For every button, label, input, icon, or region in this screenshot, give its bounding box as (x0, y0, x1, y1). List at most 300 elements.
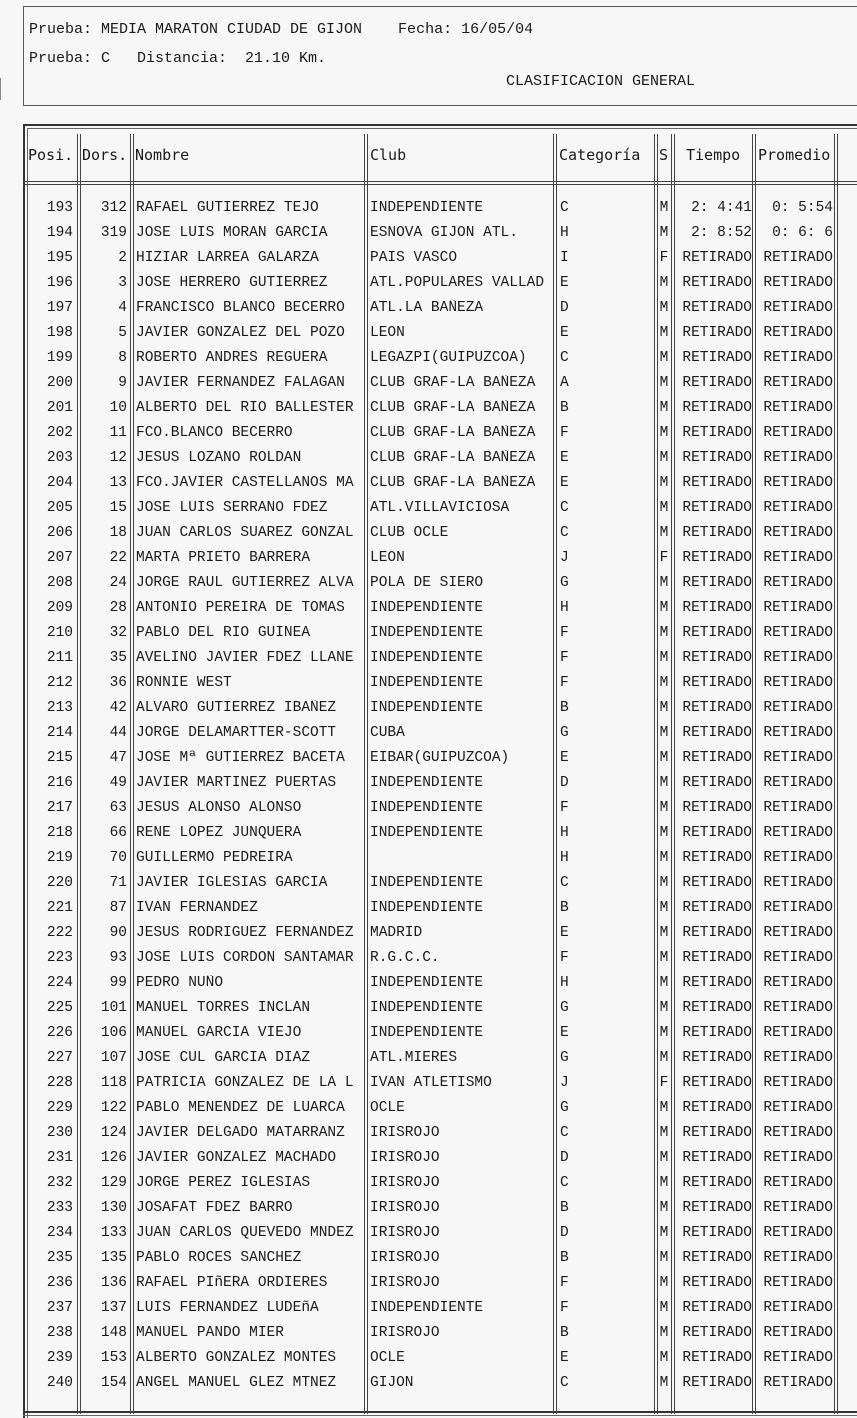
name-cell: ALBERTO GONZALEZ MONTES (136, 1350, 337, 1366)
club-cell: CLUB OCLE (370, 525, 449, 541)
sex-cell: M (659, 350, 669, 366)
time-cell: RETIRADO (682, 550, 752, 566)
table-row (23, 746, 857, 771)
bib-cell: 22 (109, 550, 127, 566)
name-cell: IVAN FERNANDEZ (136, 900, 258, 916)
club-cell: IRISROJO (370, 1200, 440, 1216)
time-cell: RETIRADO (682, 1050, 752, 1066)
category-cell: E (560, 1350, 569, 1366)
table-row (23, 496, 857, 521)
table-row (23, 1146, 857, 1171)
position-cell: 217 (46, 800, 73, 816)
time-cell: RETIRADO (682, 650, 752, 666)
average-cell: RETIRADO (763, 825, 833, 841)
sex-cell: M (659, 625, 669, 641)
table-row (23, 1096, 857, 1121)
average-cell: RETIRADO (763, 325, 833, 341)
sex-cell: M (659, 1100, 669, 1116)
sex-cell: M (659, 425, 669, 441)
name-cell: JUAN CARLOS QUEVEDO MNDEZ (136, 1225, 354, 1241)
name-cell: JOSE LUIS MORAN GARCIA (136, 225, 328, 241)
position-cell: 207 (46, 550, 73, 566)
table-row (23, 471, 857, 496)
average-cell: RETIRADO (763, 675, 833, 691)
club-cell: MADRID (370, 925, 423, 941)
club-cell: INDEPENDIENTE (370, 900, 484, 916)
time-cell: RETIRADO (682, 275, 752, 291)
average-cell: RETIRADO (763, 625, 833, 641)
category-cell: B (560, 1250, 569, 1266)
club-cell: INDEPENDIENTE (370, 200, 484, 216)
category-cell: E (560, 1025, 569, 1041)
col-header-nombre: Nombre (135, 146, 190, 164)
table-row (23, 871, 857, 896)
position-cell: 202 (46, 425, 73, 441)
average-cell: RETIRADO (763, 1225, 833, 1241)
name-cell: JUAN CARLOS SUAREZ GONZAL (136, 525, 354, 541)
category-cell: F (560, 950, 569, 966)
club-cell: PAIS VASCO (370, 250, 458, 266)
sex-cell: M (659, 975, 669, 991)
category-cell: B (560, 400, 569, 416)
position-cell: 198 (46, 325, 73, 341)
name-cell: MANUEL TORRES INCLAN (136, 1000, 311, 1016)
position-cell: 212 (46, 675, 73, 691)
time-cell: RETIRADO (682, 1200, 752, 1216)
time-cell: RETIRADO (682, 900, 752, 916)
position-cell: 229 (46, 1100, 73, 1116)
table-row (23, 1271, 857, 1296)
club-cell: IRISROJO (370, 1150, 440, 1166)
category-cell: F (560, 425, 569, 441)
category-cell: E (560, 475, 569, 491)
sex-cell: M (659, 925, 669, 941)
bib-cell: 99 (109, 975, 127, 991)
category-cell: H (560, 975, 569, 991)
category-cell: C (560, 1175, 569, 1191)
time-cell: RETIRADO (682, 1325, 752, 1341)
bib-cell: 93 (109, 950, 127, 966)
name-cell: ALBERTO DEL RIO BALLESTER (136, 400, 354, 416)
time-cell: RETIRADO (682, 825, 752, 841)
category-cell: D (560, 300, 569, 316)
average-cell: RETIRADO (763, 1050, 833, 1066)
average-cell: RETIRADO (763, 400, 833, 416)
position-cell: 201 (46, 400, 73, 416)
bib-cell: 42 (109, 700, 127, 716)
category-cell: G (560, 1000, 569, 1016)
bib-cell: 135 (100, 1250, 127, 1266)
position-cell: 232 (46, 1175, 73, 1191)
table-row (23, 221, 857, 246)
average-cell: RETIRADO (763, 1000, 833, 1016)
position-cell: 234 (46, 1225, 73, 1241)
name-cell: JORGE RAUL GUTIERREZ ALVA (136, 575, 354, 591)
position-cell: 205 (46, 500, 73, 516)
sex-cell: M (659, 1325, 669, 1341)
time-cell: RETIRADO (682, 300, 752, 316)
sex-cell: M (659, 900, 669, 916)
category-cell: D (560, 1150, 569, 1166)
sex-cell: M (659, 325, 669, 341)
average-cell: RETIRADO (763, 800, 833, 816)
position-cell: 222 (46, 925, 73, 941)
time-cell: RETIRADO (682, 675, 752, 691)
sex-cell: M (659, 525, 669, 541)
category-cell: F (560, 1300, 569, 1316)
time-cell: RETIRADO (682, 425, 752, 441)
time-cell: RETIRADO (682, 525, 752, 541)
average-cell: RETIRADO (763, 375, 833, 391)
category-cell: C (560, 1375, 569, 1391)
table-row (23, 1121, 857, 1146)
name-cell: JAVIER GONZALEZ MACHADO (136, 1150, 337, 1166)
sex-cell: M (659, 1025, 669, 1041)
average-cell: RETIRADO (763, 475, 833, 491)
table-row (23, 346, 857, 371)
bib-cell: 124 (100, 1125, 127, 1141)
sex-cell: M (659, 1050, 669, 1066)
bib-cell: 11 (109, 425, 127, 441)
col-header-pos: Posi. (28, 146, 74, 164)
time-cell: RETIRADO (682, 750, 752, 766)
category-cell: C (560, 525, 569, 541)
sex-cell: M (659, 650, 669, 666)
average-cell: 0: 5:54 (772, 200, 833, 216)
time-cell: RETIRADO (682, 1125, 752, 1141)
table-row (23, 596, 857, 621)
position-cell: 209 (46, 600, 73, 616)
name-cell: JESUS ALONSO ALONSO (136, 800, 302, 816)
table-row (23, 571, 857, 596)
position-cell: 219 (46, 850, 73, 866)
sex-cell: M (659, 750, 669, 766)
sex-cell: M (659, 600, 669, 616)
time-cell: RETIRADO (682, 1100, 752, 1116)
name-cell: JOSE LUIS CORDON SANTAMAR (136, 950, 354, 966)
sex-cell: M (659, 1000, 669, 1016)
sex-cell: M (659, 1300, 669, 1316)
name-cell: JAVIER IGLESIAS GARCIA (136, 875, 328, 891)
average-cell: RETIRADO (763, 925, 833, 941)
club-cell: INDEPENDIENTE (370, 1300, 484, 1316)
time-cell: RETIRADO (682, 575, 752, 591)
club-cell: IRISROJO (370, 1125, 440, 1141)
club-cell: CUBA (370, 725, 405, 741)
club-cell: CLUB GRAF-LA BAÑEZA (370, 400, 536, 416)
average-cell: RETIRADO (763, 875, 833, 891)
position-cell: 194 (46, 225, 73, 241)
club-cell: INDEPENDIENTE (370, 600, 484, 616)
position-cell: 223 (46, 950, 73, 966)
table-row (23, 296, 857, 321)
table-row (23, 921, 857, 946)
name-cell: FCO.BLANCO BECERRO (136, 425, 293, 441)
table-row (23, 1021, 857, 1046)
time-cell: RETIRADO (682, 1350, 752, 1366)
bib-cell: 4 (118, 300, 127, 316)
average-cell: RETIRADO (763, 975, 833, 991)
race-header (23, 6, 857, 106)
average-cell: RETIRADO (763, 250, 833, 266)
table-row (23, 1246, 857, 1271)
average-cell: RETIRADO (763, 300, 833, 316)
table-row (23, 1321, 857, 1346)
category-cell: B (560, 1325, 569, 1341)
average-cell: RETIRADO (763, 550, 833, 566)
club-cell: INDEPENDIENTE (370, 675, 484, 691)
category-cell: D (560, 775, 569, 791)
bib-cell: 47 (109, 750, 127, 766)
table-row (23, 446, 857, 471)
average-cell: RETIRADO (763, 350, 833, 366)
time-cell: RETIRADO (682, 1025, 752, 1041)
table-row (23, 646, 857, 671)
position-cell: 213 (46, 700, 73, 716)
category-cell: G (560, 1050, 569, 1066)
sex-cell: F (659, 250, 669, 266)
average-cell: RETIRADO (763, 600, 833, 616)
name-cell: JOSAFAT FDEZ BARRO (136, 1200, 293, 1216)
name-cell: ROBERTO ANDRES REGUERA (136, 350, 328, 366)
time-cell: RETIRADO (682, 325, 752, 341)
position-cell: 206 (46, 525, 73, 541)
category-cell: E (560, 325, 569, 341)
sex-cell: M (659, 1275, 669, 1291)
table-row (23, 971, 857, 996)
average-cell: RETIRADO (763, 1275, 833, 1291)
time-cell: RETIRADO (682, 700, 752, 716)
position-cell: 226 (46, 1025, 73, 1041)
name-cell: JAVIER GONZALEZ DEL POZO (136, 325, 345, 341)
sex-cell: M (659, 1225, 669, 1241)
average-cell: RETIRADO (763, 1075, 833, 1091)
table-row (23, 771, 857, 796)
table-row (23, 796, 857, 821)
name-cell: JAVIER FERNANDEZ FALAGAN (136, 375, 345, 391)
average-cell: RETIRADO (763, 725, 833, 741)
club-cell: LEON (370, 550, 405, 566)
position-cell: 235 (46, 1250, 73, 1266)
club-cell: CLUB GRAF-LA BAÑEZA (370, 475, 536, 491)
sex-cell: M (659, 850, 669, 866)
category-cell: C (560, 875, 569, 891)
average-cell: RETIRADO (763, 900, 833, 916)
category-cell: H (560, 600, 569, 616)
position-cell: 193 (46, 200, 73, 216)
time-cell: RETIRADO (682, 400, 752, 416)
club-cell: ATL.LA BAÑEZA (370, 300, 484, 316)
time-cell: RETIRADO (682, 975, 752, 991)
category-cell: E (560, 450, 569, 466)
average-cell: RETIRADO (763, 700, 833, 716)
table-row (23, 1171, 857, 1196)
time-cell: RETIRADO (682, 1150, 752, 1166)
name-cell: JESUS RODRIGUEZ FERNANDEZ (136, 925, 354, 941)
category-cell: G (560, 575, 569, 591)
category-cell: F (560, 650, 569, 666)
club-cell: CLUB GRAF-LA BAÑEZA (370, 450, 536, 466)
average-cell: RETIRADO (763, 575, 833, 591)
average-cell: RETIRADO (763, 650, 833, 666)
bib-cell: 2 (118, 250, 127, 266)
table-row (23, 996, 857, 1021)
time-cell: RETIRADO (682, 475, 752, 491)
category-cell: B (560, 1200, 569, 1216)
name-cell: PABLO DEL RIO GUINEA (136, 625, 311, 641)
sex-cell: M (659, 450, 669, 466)
bib-cell: 18 (109, 525, 127, 541)
average-cell: RETIRADO (763, 1025, 833, 1041)
time-cell: RETIRADO (682, 800, 752, 816)
bib-cell: 24 (109, 575, 127, 591)
bib-cell: 130 (100, 1200, 127, 1216)
classification-title: CLASIFICACION GENERAL (506, 73, 696, 90)
time-cell: RETIRADO (682, 375, 752, 391)
category-cell: F (560, 1275, 569, 1291)
average-cell: RETIRADO (763, 1200, 833, 1216)
time-cell: RETIRADO (682, 850, 752, 866)
scan-margin-mark (0, 78, 1, 100)
category-cell: F (560, 625, 569, 641)
race-category-distance: Prueba: C Distancia: 21.10 Km. (29, 50, 327, 67)
sex-cell: M (659, 200, 669, 216)
sex-cell: M (659, 725, 669, 741)
category-cell: I (560, 250, 569, 266)
position-cell: 227 (46, 1050, 73, 1066)
bib-cell: 12 (109, 450, 127, 466)
race-name-date: Prueba: MEDIA MARATON CIUDAD DE GIJON Fecha: 16/05/04 (29, 21, 534, 38)
table-row (23, 696, 857, 721)
club-cell: R.G.C.C. (370, 950, 440, 966)
bib-cell: 101 (100, 1000, 127, 1016)
table-row (23, 371, 857, 396)
position-cell: 221 (46, 900, 73, 916)
club-cell: LEGAZPI(GUIPUZCOA) (370, 350, 527, 366)
table-row (23, 846, 857, 871)
table-row (23, 396, 857, 421)
category-cell: B (560, 900, 569, 916)
table-row (23, 546, 857, 571)
sex-cell: M (659, 1175, 669, 1191)
name-cell: RAFAEL GUTIERREZ TEJO (136, 200, 319, 216)
club-cell: ATL.POPULARES VALLAD (370, 275, 545, 291)
bib-cell: 70 (109, 850, 127, 866)
position-cell: 225 (46, 1000, 73, 1016)
table-row (23, 621, 857, 646)
club-cell: IRISROJO (370, 1225, 440, 1241)
time-cell: RETIRADO (682, 500, 752, 516)
sex-cell: M (659, 675, 669, 691)
name-cell: RAFAEL PIñERA ORDIERES (136, 1275, 328, 1291)
table-row (23, 521, 857, 546)
bib-cell: 8 (118, 350, 127, 366)
sex-cell: M (659, 300, 669, 316)
bib-cell: 63 (109, 800, 127, 816)
club-cell: IRISROJO (370, 1325, 440, 1341)
average-cell: RETIRADO (763, 775, 833, 791)
category-cell: C (560, 200, 569, 216)
name-cell: RENE LOPEZ JUNQUERA (136, 825, 302, 841)
position-cell: 224 (46, 975, 73, 991)
bib-cell: 312 (100, 200, 127, 216)
sex-cell: M (659, 500, 669, 516)
table-row (23, 821, 857, 846)
time-cell: RETIRADO (682, 1075, 752, 1091)
name-cell: MARTA PRIETO BARRERA (136, 550, 311, 566)
time-cell: RETIRADO (682, 1175, 752, 1191)
club-cell: IRISROJO (370, 1175, 440, 1191)
position-cell: 216 (46, 775, 73, 791)
bib-cell: 133 (100, 1225, 127, 1241)
category-cell: A (560, 375, 569, 391)
average-cell: RETIRADO (763, 850, 833, 866)
average-cell: RETIRADO (763, 1250, 833, 1266)
sex-cell: F (659, 1075, 669, 1091)
average-cell: RETIRADO (763, 1325, 833, 1341)
position-cell: 228 (46, 1075, 73, 1091)
name-cell: GUILLERMO PEDREIRA (136, 850, 293, 866)
sex-cell: M (659, 875, 669, 891)
name-cell: AVELINO JAVIER FDEZ LLANE (136, 650, 354, 666)
club-cell: CLUB GRAF-LA BAÑEZA (370, 375, 536, 391)
club-cell: INDEPENDIENTE (370, 800, 484, 816)
category-cell: H (560, 225, 569, 241)
category-cell: C (560, 350, 569, 366)
club-cell: IVAN ATLETISMO (370, 1075, 492, 1091)
category-cell: H (560, 850, 569, 866)
club-cell: INDEPENDIENTE (370, 875, 484, 891)
name-cell: PABLO MENENDEZ DE LUARCA (136, 1100, 345, 1116)
col-header-dors: Dors. (82, 146, 128, 164)
sex-cell: M (659, 1150, 669, 1166)
table-row (23, 671, 857, 696)
sex-cell: M (659, 700, 669, 716)
average-cell: RETIRADO (763, 1100, 833, 1116)
category-cell: E (560, 750, 569, 766)
bib-cell: 107 (100, 1050, 127, 1066)
bib-cell: 148 (100, 1325, 127, 1341)
name-cell: JOSE CUL GARCIA DIAZ (136, 1050, 311, 1066)
club-cell: OCLE (370, 1350, 405, 1366)
position-cell: 215 (46, 750, 73, 766)
bib-cell: 126 (100, 1150, 127, 1166)
category-cell: C (560, 1125, 569, 1141)
name-cell: JESUS LOZANO ROLDAN (136, 450, 302, 466)
name-cell: JAVIER MARTINEZ PUERTAS (136, 775, 337, 791)
club-cell: OCLE (370, 1100, 405, 1116)
bib-cell: 36 (109, 675, 127, 691)
col-header-club: Club (370, 146, 407, 164)
table-row (23, 1196, 857, 1221)
club-cell: INDEPENDIENTE (370, 825, 484, 841)
bib-cell: 10 (109, 400, 127, 416)
bib-cell: 35 (109, 650, 127, 666)
bib-cell: 136 (100, 1275, 127, 1291)
time-cell: RETIRADO (682, 1375, 752, 1391)
sex-cell: M (659, 475, 669, 491)
position-cell: 238 (46, 1325, 73, 1341)
sex-cell: M (659, 800, 669, 816)
col-header-categoria: Categoría (559, 146, 641, 164)
table-row (23, 721, 857, 746)
bib-cell: 137 (100, 1300, 127, 1316)
position-cell: 236 (46, 1275, 73, 1291)
bib-cell: 66 (109, 825, 127, 841)
name-cell: HIZIAR LARREA GALARZA (136, 250, 319, 266)
sex-cell: M (659, 225, 669, 241)
average-cell: RETIRADO (763, 1300, 833, 1316)
